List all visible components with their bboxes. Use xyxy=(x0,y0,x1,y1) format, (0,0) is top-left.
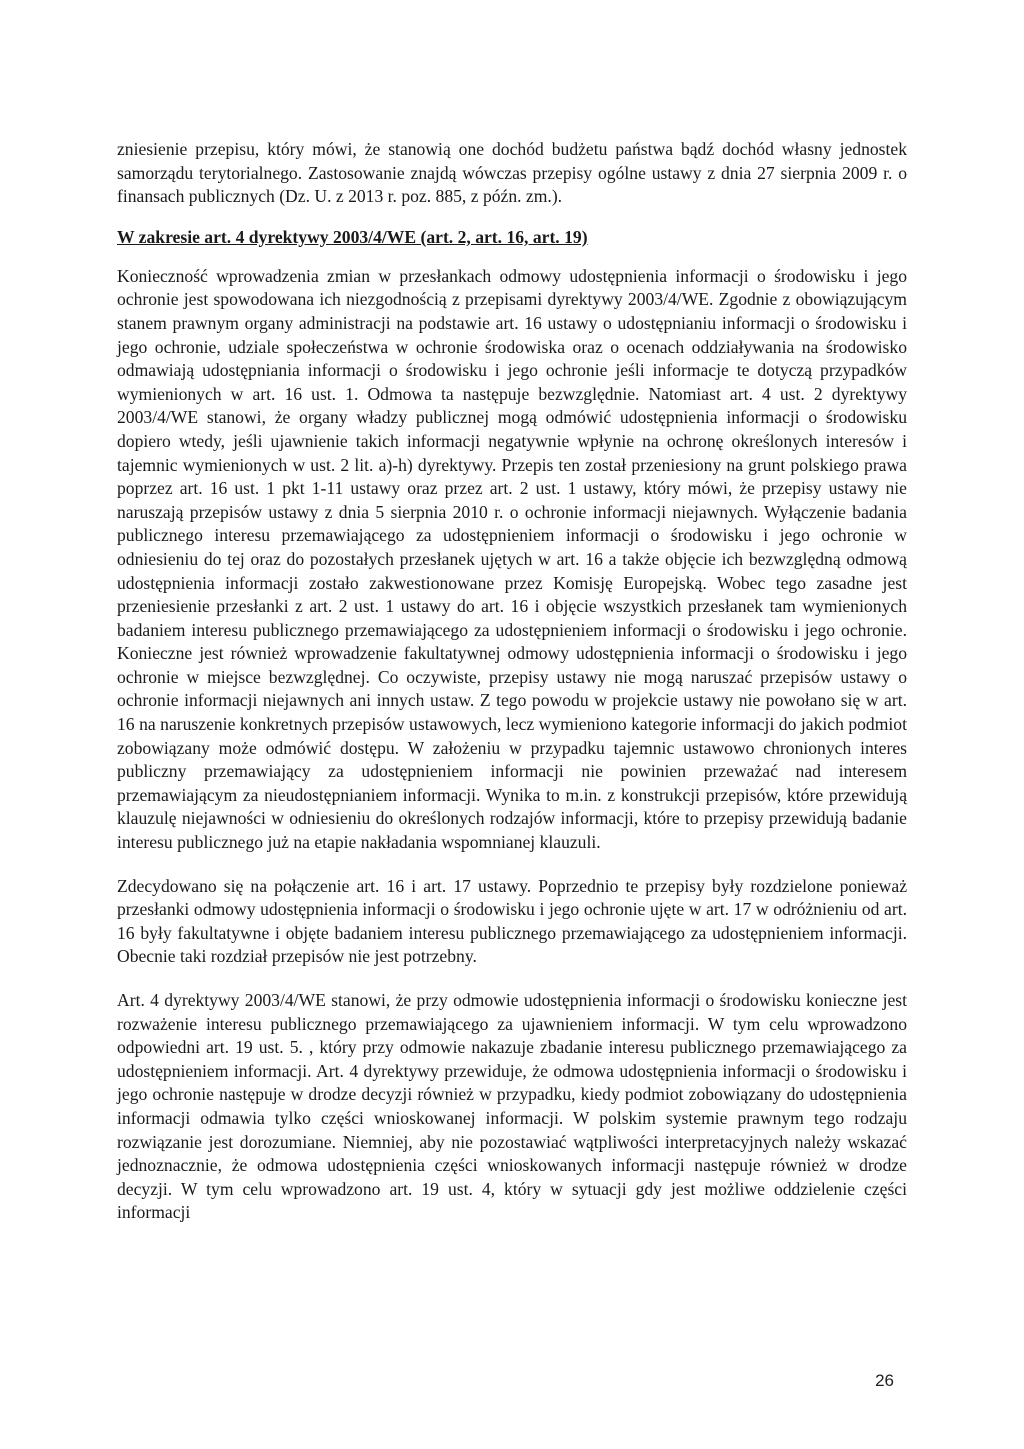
paragraph-article-4: Konieczność wprowadzenia zmian w przesłankach odmowy udostępnienia informacji o środowisku i jego ochronie jest spowodowana ich niezgodnością z przepisami dyrektywy 2003/4/WE. Zgodnie z obowiązującym stanem prawnym organy administracji na podstawie art. 16 ustawy o udostępnianiu informacji o środowisku i jego ochronie, udziale społeczeństwa w ochronie środowiska oraz o ocenach oddziaływania na środowisko odmawiają udostępniania informacji o środowisku i jego ochronie jeśli informacje te dotyczą przypadków wymienionych w art. 16 ust. 1. Odmowa ta następuje bezwzględnie. Natomiast art. 4 ust. 2 dyrektywy 2003/4/WE stanowi, że organy władzy publicznej mogą odmówić udostępnienia informacji o środowisku dopiero wtedy, jeśli ujawnienie takich informacji negatywnie wpłynie na ochronę określonych interesów i tajemnic wymienionych w ust. 2 lit. a)-h) dyrektywy. Przepis ten został przeniesiony na grunt polskiego prawa poprzez art. 16 ust. 1 pkt 1-11 ustawy oraz przez art. 2 ust. 1 ustawy, który mówi, że przepisy ustawy nie naruszają przepisów ustawy z dnia 5 sierpnia 2010 r. o ochronie informacji niejawnych. Wyłączenie badania publicznego interesu przemawiającego za udostępnieniem informacji o środowisku i jego ochronie w odniesieniu do tej oraz do pozostałych przesłanek ujętych w art. 16 a także objęcie ich bezwzględną odmową udostępnienia informacji zostało zakwestionowane przez Komisję Europejską. Wobec tego zasadne jest przeniesienie przesłanki z art. 2 ust. 1 ustawy do art. 16 i objęcie wszystkich przesłanek tam wymienionych badaniem interesu publicznego przemawiającego za udostępnieniem informacji o środowisku i jego ochronie. Konieczne jest również wprowadzenie fakultatywnej odmowy udostępnienia informacji o środowisku i jego ochronie w miejsce bezwzględnej. Co oczywiste, przepisy ustawy nie mogą naruszać przepisów ustawy o ochronie informacji niejawnych ani innych ustaw. Z tego powodu w projekcie ustawy nie powołano się w art. 16 na naruszenie konkretnych przepisów ustawowych, lecz wymieniono kategorie informacji do jakich podmiot zobowiązany może odmówić dostępu. W założeniu w przypadku tajemnic ustawowo chronionych interes publiczny przemawiający za udostępnieniem informacji nie powinien przeważać nad interesem przemawiającym za nieudostępnianiem informacji. Wynika to m.in. z konstrukcji przepisów, które przewidują klauzulę niejawności w odniesieniu do określonych rodzajów informacji, które to przepisy przewidują badanie interesu publicznego już na etapie nakładania wspomnianej klauzuli. xyxy=(117,265,907,853)
paragraph-merge: Zdecydowano się na połączenie art. 16 i art. 17 ustawy. Poprzednio te przepisy były rozdzielone ponieważ przesłanki odmowy udostępnienia informacji o środowisku i jego ochronie ujęte w art. 17 w odróżnieniu od art. 16 były fakultatywne i objęte badaniem interesu publicznego przemawiającego za udostępnieniem informacji. Obecnie taki rozdział przepisów nie jest potrzebny. xyxy=(117,875,907,967)
page-number: 26 xyxy=(875,1371,894,1390)
paragraph-directive: Art. 4 dyrektywy 2003/4/WE stanowi, że przy odmowie udostępnienia informacji o środowisku konieczne jest rozważenie interesu publicznego przemawiającego za ujawnieniem informacji. W tym celu wprowadzono odpowiedni art. 19 ust. 5. , który przy odmowie nakazuje zbadanie interesu publicznego przemawiającego za udostępnieniem informacji. Art. 4 dyrektywy przewiduje, że odmowa udostępnienia informacji o środowisku i jego ochronie następuje w drodze decyzji również w przypadku, kiedy podmiot zobowiązany do udostępnienia informacji odmawia tylko części wnioskowanej informacji. W polskim systemie prawnym tego rodzaju rozwiązanie jest dorozumiane. Niemniej, aby nie pozostawiać wątpliwości interpretacyjnych należy wskazać jednoznacznie, że odmowa udostępnienia części wnioskowanych informacji następuje również w drodze decyzji. W tym celu wprowadzono art. 19 ust. 4, który w sytuacji gdy jest możliwe oddzielenie części informacji xyxy=(117,990,907,1223)
section-heading: W zakresie art. 4 dyrektywy 2003/4/WE (art. 2, art. 16, art. 19) xyxy=(117,226,588,247)
document-page xyxy=(117,138,907,1225)
paragraph-intro: zniesienie przepisu, który mówi, że stanowią one dochód budżetu państwa bądź dochód własny jednostek samorządu terytorialnego. Zastosowanie znajdą wówczas przepisy ogólne ustawy z dnia 27 sierpnia 2009 r. o finansach publicznych (Dz. U. z 2013 r. poz. 885, z późn. zm.). xyxy=(117,139,907,207)
